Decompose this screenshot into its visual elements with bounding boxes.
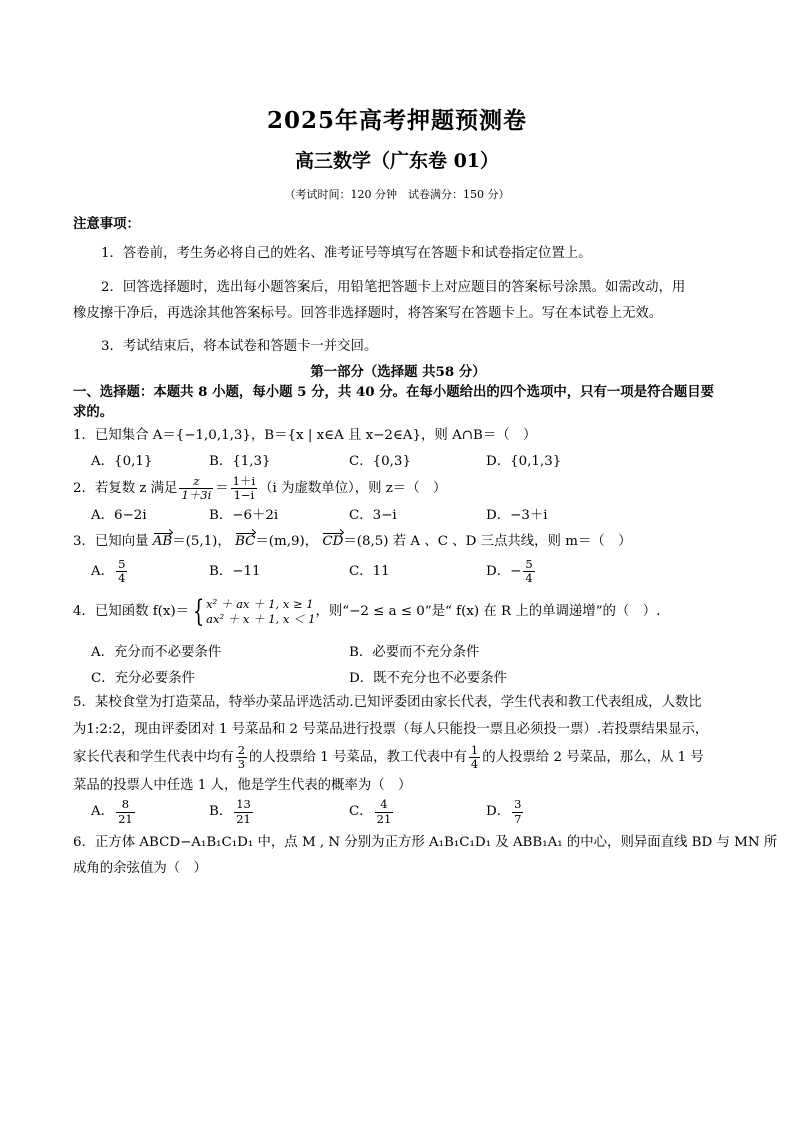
q5-fraction-1-4: $\frac{1}{4}$ [470, 743, 479, 772]
question-1-options [73, 455, 723, 475]
exam-title: 2025年高考押题预测卷 [266, 107, 527, 134]
q4-option-c[interactable]: C．充分必要条件 [91, 671, 195, 687]
question-4-options-row2 [73, 672, 723, 692]
q3-option-c[interactable]: C．11 [349, 564, 390, 580]
q1-option-c[interactable]: C．{0,3} [349, 453, 411, 469]
question-6-line-1: 6．正方体 ABCD−A₁B₁C₁D₁ 中，点 M , N 分别为正方形 A₁B₁C₁D₁ 及 ABB₁A₁ 的中心，则异面直线 BD 与 MN 所 [73, 835, 778, 851]
vector-bc: BC [235, 533, 256, 549]
q2-option-c[interactable]: C．3−i [349, 507, 397, 523]
question-2-options [73, 509, 723, 529]
question-3-stem: 3．已知向量 AB＝(5,1)， BC＝(m,9)， CD＝(8,5) 若 A 、C 、D 三点共线，则 m＝（ ） [73, 533, 632, 549]
q4-option-a[interactable]: A．充分而不必要条件 [91, 645, 222, 661]
q1-option-b[interactable]: B．{1,3} [209, 453, 271, 469]
q4-option-d[interactable]: D．既不充分也不必要条件 [349, 671, 508, 687]
question-5-options [73, 798, 723, 830]
exam-meta: （考试时间：120 分钟 试卷满分：150 分） [284, 188, 510, 201]
q3-option-d[interactable]: D．− $\frac{5}{4}$ [486, 557, 533, 586]
q2-option-a[interactable]: A．6−2i [91, 507, 147, 523]
q2-fraction-right: $\frac{1+i}{1-i}$ [232, 473, 256, 503]
exam-body [73, 216, 778, 876]
question-5-line-1: 5．某校食堂为打造菜品，特举办菜品评选活动.已知评委团由家长代表，学生代表和教工代表组成，人数比 [73, 695, 702, 711]
note-3: 3．考试结束后，将本试卷和答题卡一并交回。 [101, 338, 378, 354]
q5-option-c[interactable]: C． $\frac{4}{21}$ [349, 797, 392, 826]
q1-option-d[interactable]: D．{0,1,3} [486, 453, 562, 469]
q2-option-b[interactable]: B．−6＋2i [209, 507, 279, 523]
q5-option-a[interactable]: A． $\frac{8}{21}$ [91, 797, 133, 826]
q5-fraction-2-3: $\frac{2}{3}$ [237, 743, 246, 772]
question-2-stem: 2．若复数 z 满足 $\frac{z}{1+3i}$ ＝ $\frac{1+i}{1-i}$ （i 为虚数单位），则 z＝（ ） [73, 473, 447, 503]
question-4-options-row1 [73, 646, 723, 666]
section-instructions-2: 求的。 [73, 403, 114, 420]
part1-heading: 第一部分（选择题 共58 分） [310, 364, 486, 381]
q5-option-d[interactable]: D． $\frac{3}{7}$ [486, 797, 522, 826]
q3-option-b[interactable]: B．−11 [209, 564, 261, 580]
vector-cd: CD [322, 533, 344, 549]
question-3-options [73, 558, 723, 588]
q3-option-a[interactable]: A． $\frac{5}{4}$ [91, 557, 126, 586]
question-4-stem: 4．已知函数 f(x)＝ { x² ＋ ax ＋ 1, x ≥ 1 ax² ＋ x ＋ 1, x ＜ 1 ，则“−2 ≤ a ≤ 0”是“ f(x) 在 R 上的单调递增”的（ ）. [73, 594, 661, 630]
note-1: 1．答卷前，考生务必将自己的姓名、准考证号等填写在答题卡和试卷指定位置上。 [101, 246, 592, 262]
q2-option-d[interactable]: D．−3＋i [486, 507, 548, 523]
question-5-line-4: 菜品的投票人中任选 1 人，他是学生代表的概率为（ ） [73, 777, 412, 793]
question-5-line-2: 为1:2:2，现由评委团对 1 号菜品和 2 号菜品进行投票（每人只能投一票且必须投一票）.若投票结果显示， [73, 722, 709, 738]
note-2-cont: 橡皮擦干净后，再选涂其他答案标号。回答非选择题时，将答案写在答题卡上。写在本试卷上无效。 [73, 306, 663, 322]
note-2: 2．回答选择题时，选出每小题答案后，用铅笔把答题卡上对应题目的答案标号涂黑。如需改动，用 [101, 279, 686, 295]
notes-heading: 注意事项： [73, 216, 140, 232]
piecewise-function: { x² ＋ ax ＋ 1, x ≥ 1 ax² ＋ x ＋ 1, x ＜ 1 [192, 594, 316, 630]
q5-option-b[interactable]: B． $\frac{13}{21}$ [209, 797, 251, 826]
question-5-line-3: 家长代表和学生代表中均有 $\frac{2}{3}$ 的人投票给 1 号菜品，教工代表中有 $\frac{1}{4}$ 的人投票给 2 号菜品，那么，从 1 号 [73, 743, 704, 772]
q4-option-b[interactable]: B．必要而不充分条件 [349, 645, 480, 661]
question-6-line-2: 成角的余弦值为（ ） [73, 860, 207, 876]
q1-option-a[interactable]: A．{0,1} [91, 453, 153, 469]
section-instructions-1: 一、选择题：本题共 8 小题，每小题 5 分，共 40 分。在每小题给出的四个选项中，只有一项是符合题目要 [73, 384, 715, 401]
q2-fraction-left: $\frac{z}{1+3i}$ [181, 473, 212, 503]
exam-subtitle: 高三数学（广东卷 01） [294, 150, 500, 172]
vector-ab: AB [152, 533, 173, 549]
question-1-stem: 1．已知集合 A＝{−1,0,1,3}，B＝{x | x∈A 且 x−2∈A}，则 A∩B＝（ ） [73, 428, 537, 444]
